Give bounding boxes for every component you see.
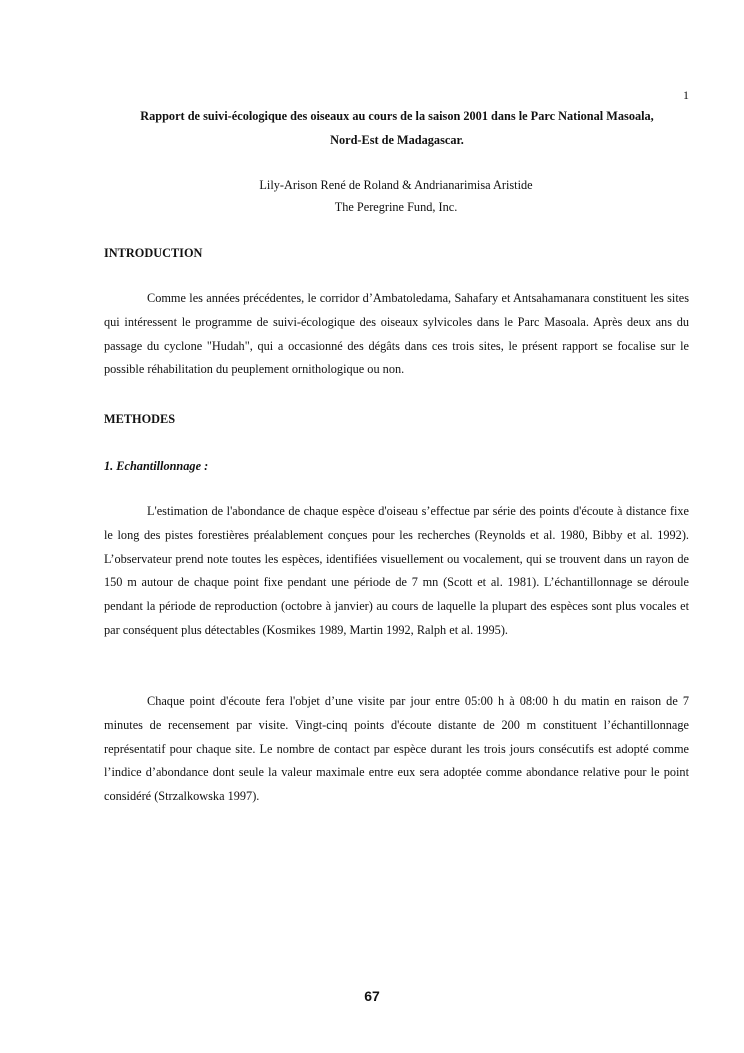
methodes-paragraph-1: L'estimation de l'abondance de chaque espèce d'oiseau s’effectue par série des points d'écoute à distance fixe le long des pistes forestières préalablement conçues pour les recherches (Reynolds et al. 1980, Bibby et al. 1992). L’observateur prend note toutes les espèces, identifiées visuellement ou vocalement, qui se trouvent dans un rayon de 150 m autour de chaque point fixe pendant une période de 7 mn (Scott et al. 1981). L’échantillonnage se déroule pendant la période de reproduction (octobre à janvier) au cours de laquelle la plupart des espèces sont plus vocales et par conséquent plus détectables (Kosmikes 1989, Martin 1992, Ralph et al. 1995).: [104, 504, 689, 637]
methodes-heading: METHODES: [104, 412, 176, 426]
introduction-paragraph: Comme les années précédentes, le corridor d’Ambatoledama, Sahafary et Antsahamanara constituent les sites qui intéressent le programme de suivi-écologique des oiseaux sylvicoles dans le Parc Masoala. Après deux ans du passage du cyclone "Hudah", qui a occasionné des dégâts dans ces trois sites, le présent rapport se focalise sur le possible réhabilitation du peuplement ornithologique ou non.: [104, 291, 689, 377]
methodes-paragraph-2: Chaque point d'écoute fera l'objet d’une visite par jour entre 05:00 h à 08:00 h du matin en raison de 7 minutes de recensement par visite. Vingt-cinq points d'écoute distante de 200 m constituent l’échantillonnage représentatif pour chaque site. Le nombre de contact par espèce durant les trois jours consécutifs est adopté comme l’indice d’abondance dont seule la valeur maximale entre eux sera adoptée comme abondance relative pour le point considéré (Strzalkowska 1997).: [104, 694, 689, 804]
page-number-bottom: 67: [364, 988, 380, 1004]
author-names: Lily-Arison René de Roland & Andrianarimisa Aristide: [259, 178, 533, 192]
introduction-heading: INTRODUCTION: [104, 246, 203, 260]
authors-block: [100, 174, 692, 218]
author-affiliation: The Peregrine Fund, Inc.: [334, 200, 458, 214]
title-line-2: Nord-Est de Madagascar.: [330, 133, 464, 147]
document-title: [100, 104, 694, 152]
echantillonnage-subheading: 1. Echantillonnage :: [104, 459, 209, 473]
page-number-top: 1: [683, 88, 689, 102]
title-line-1: Rapport de suivi-écologique des oiseaux au cours de la saison 2001 dans le Parc National Masoala,: [140, 109, 654, 123]
